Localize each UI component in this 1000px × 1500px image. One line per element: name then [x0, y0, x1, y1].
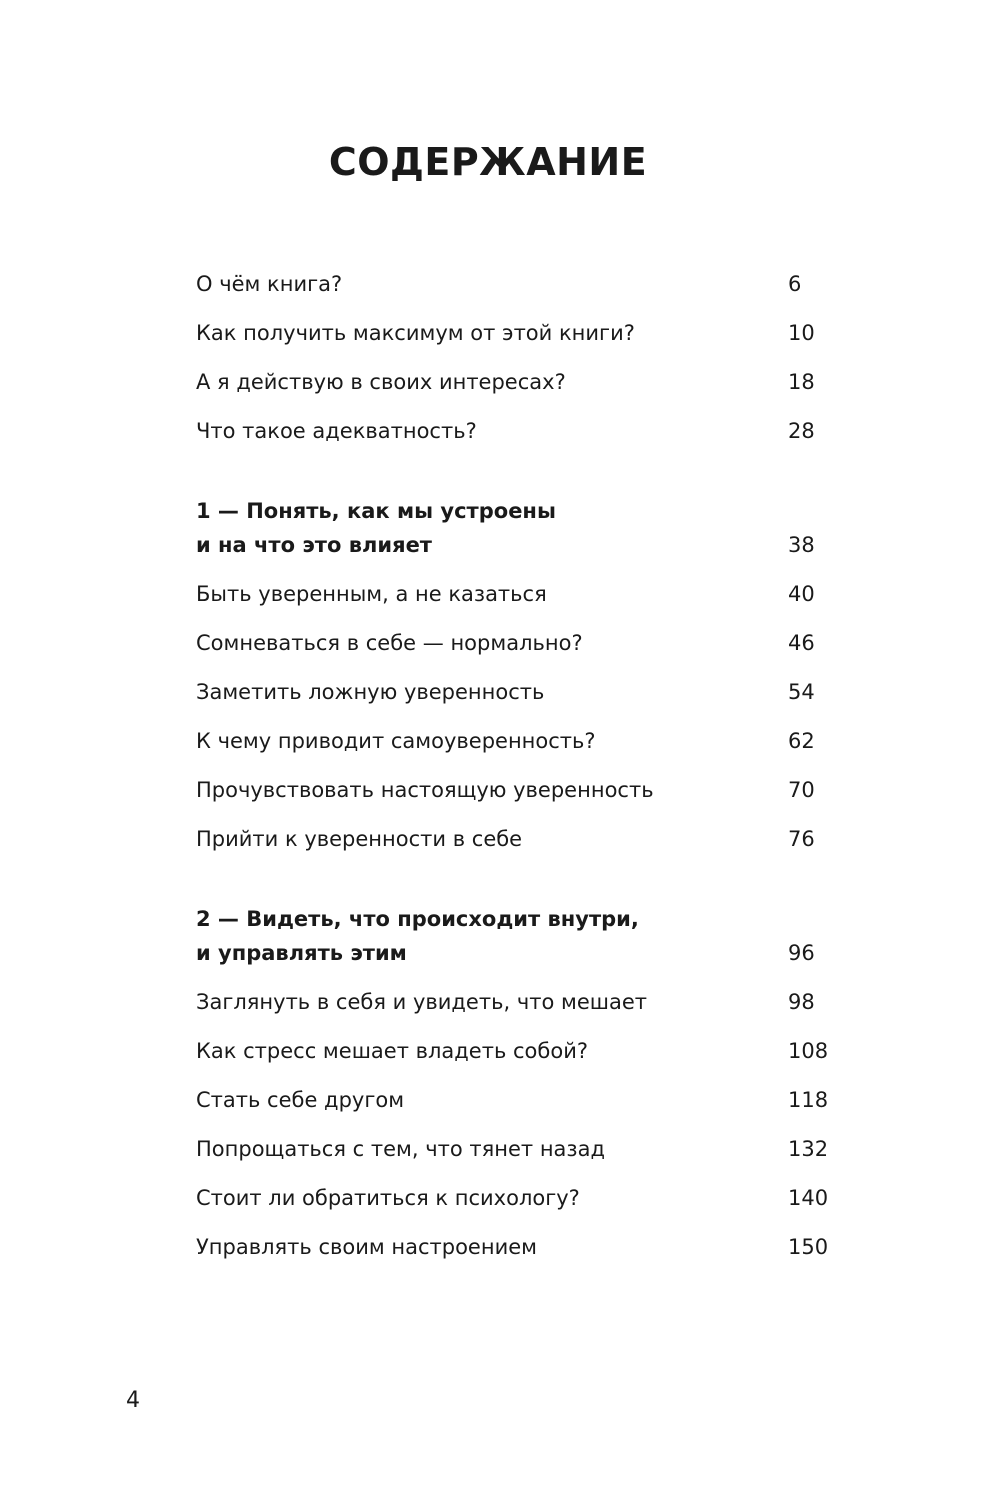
- toc-entry: [196, 1215, 836, 1264]
- toc-entry-page: 118: [788, 1088, 829, 1112]
- toc-entry-page: 54: [788, 680, 815, 704]
- toc-entry: [196, 660, 836, 709]
- toc-entry-page: 62: [788, 729, 815, 753]
- table-of-contents: [196, 252, 836, 1264]
- toc-section-title-line: 2 — Видеть, что происходит внутри,: [196, 907, 639, 931]
- toc-section-title: [196, 494, 788, 562]
- toc-entry-label: Быть уверенным, а не казаться: [196, 582, 547, 606]
- toc-section-page: 96: [788, 941, 815, 965]
- toc-entry: [196, 252, 836, 301]
- toc-entry: [196, 1019, 836, 1068]
- toc-entry-page: 46: [788, 631, 815, 655]
- toc-entry-label: К чему приводит самоуверенность?: [196, 729, 596, 753]
- toc-entry-page: 108: [788, 1039, 829, 1063]
- toc-entry-label: Прийти к уверенности в себе: [196, 827, 523, 851]
- toc-section-title: [196, 902, 788, 970]
- toc-section-title-line: и управлять этим: [196, 941, 407, 965]
- toc-entry-page: 10: [788, 321, 815, 345]
- toc-entry: [196, 399, 836, 448]
- toc-entry: [196, 1166, 836, 1215]
- toc-entry: [196, 301, 836, 350]
- toc-entry-label: О чём книга?: [196, 272, 343, 296]
- toc-section-heading: [196, 480, 836, 562]
- toc-entry-page: 150: [788, 1235, 829, 1259]
- toc-entry: [196, 611, 836, 660]
- toc-entry-page: 18: [788, 370, 815, 394]
- toc-entry-page: 76: [788, 827, 815, 851]
- toc-entry-label: Как стресс мешает владеть собой?: [196, 1039, 588, 1063]
- toc-entry-label: Прочувствовать настоящую уверенность: [196, 778, 654, 802]
- toc-entry: [196, 1068, 836, 1117]
- toc-section-title-line: и на что это влияет: [196, 533, 432, 557]
- toc-section-heading: [196, 888, 836, 970]
- page-number: 4: [126, 1388, 140, 1413]
- toc-entry: [196, 350, 836, 399]
- toc-entry-label: Попрощаться с тем, что тянет назад: [196, 1137, 605, 1161]
- toc-entry-label: Заглянуть в себя и увидеть, что мешает: [196, 990, 647, 1014]
- toc-entry: [196, 709, 836, 758]
- toc-entry-page: 6: [788, 272, 802, 296]
- toc-entry-page: 98: [788, 990, 815, 1014]
- toc-section-page: 38: [788, 533, 815, 557]
- toc-entry-label: Стоит ли обратиться к психологу?: [196, 1186, 580, 1210]
- toc-entry: [196, 807, 836, 856]
- toc-entry: [196, 562, 836, 611]
- toc-entry-label: Сомневаться в себе — нормально?: [196, 631, 583, 655]
- toc-entry: [196, 758, 836, 807]
- page-title: СОДЕРЖАНИЕ: [328, 140, 648, 184]
- toc-entry-label: Управлять своим настроением: [196, 1235, 537, 1259]
- toc-entry-label: Как получить максимум от этой книги?: [196, 321, 635, 345]
- toc-entry-page: 140: [788, 1186, 829, 1210]
- toc-entry-label: Заметить ложную уверенность: [196, 680, 545, 704]
- toc-section-title-line: 1 — Понять, как мы устроены: [196, 499, 556, 523]
- toc-entry-label: Что такое адекватность?: [196, 419, 477, 443]
- toc-entry: [196, 1117, 836, 1166]
- toc-entry-page: 70: [788, 778, 815, 802]
- toc-entry-page: 28: [788, 419, 815, 443]
- toc-entry-label: А я действую в своих интересах?: [196, 370, 566, 394]
- toc-entry: [196, 970, 836, 1019]
- toc-entry-label: Стать себе другом: [196, 1088, 405, 1112]
- toc-entry-page: 132: [788, 1137, 829, 1161]
- toc-entry-page: 40: [788, 582, 815, 606]
